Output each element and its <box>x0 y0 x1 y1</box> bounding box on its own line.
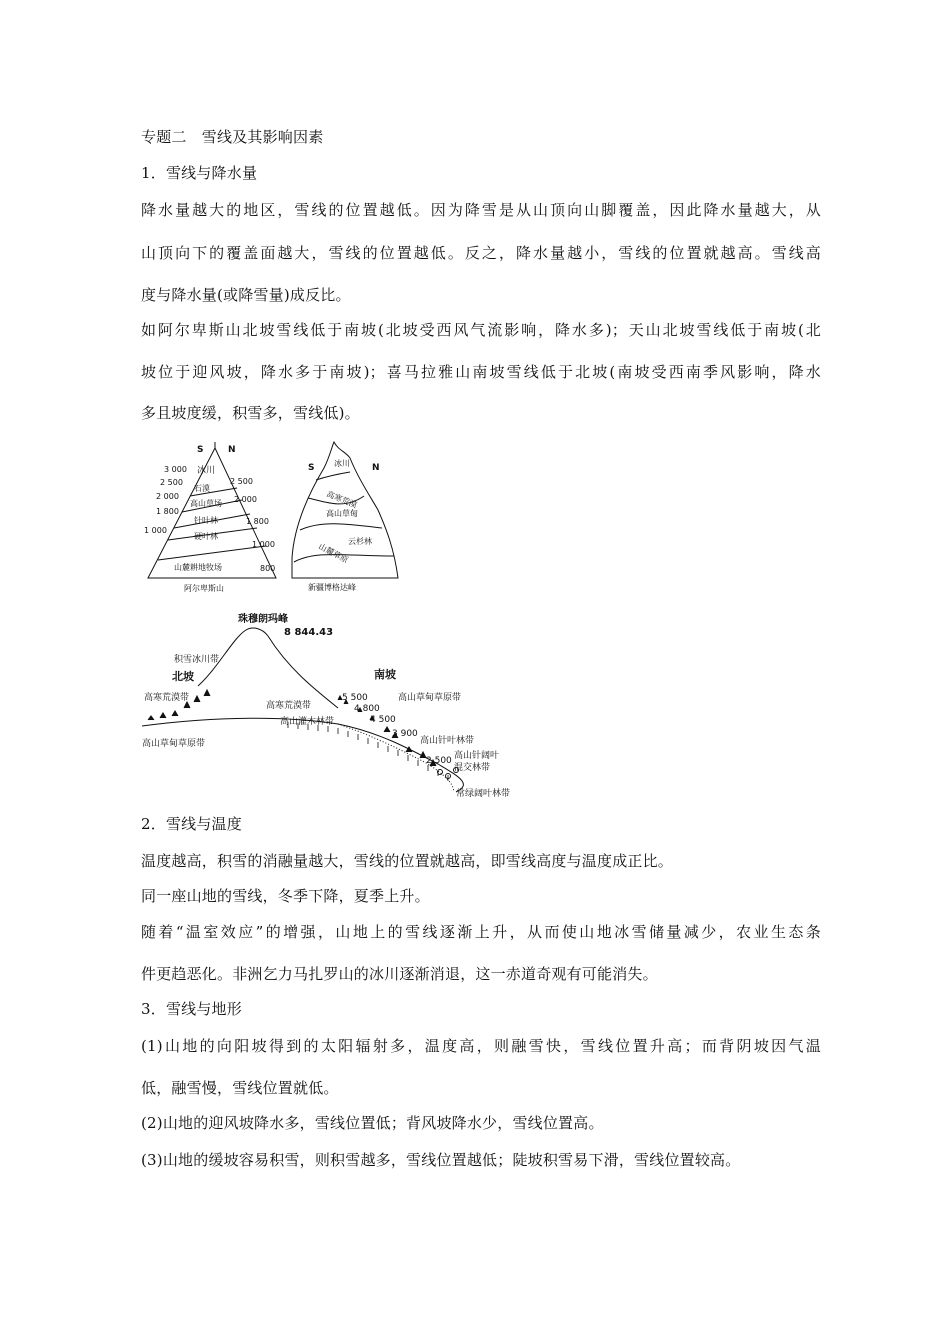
alps-left-elev-2: 2 500 <box>160 478 183 487</box>
alps-zone-rock: 石漠 <box>194 484 210 493</box>
everest-peak-height: 8 844.43 <box>284 627 334 638</box>
s3-p1-line1: (1)山地的向阳坡得到的太阳辐射多，温度高，则融雪快，雪线位置升高；而背阴坡因气温 <box>141 1037 821 1055</box>
everest-diagram <box>138 608 538 804</box>
section2-title: 2．雪线与温度 <box>141 815 242 833</box>
south-elev-2500: 2 500 <box>426 756 452 766</box>
s1-p2-line2: 坡位于迎风坡，降水多于南坡)；喜马拉雅山南坡雪线低于北坡(南坡受西南季风影响，降水 <box>141 363 821 381</box>
north-slope-label: 北坡 <box>172 670 194 683</box>
s2-p2: 同一座山地的雪线，冬季下降，夏季上升。 <box>141 887 430 905</box>
section-heading: 专题二 雪线及其影响因素 <box>141 128 324 146</box>
bogda-s-label: S <box>308 463 315 473</box>
bogda-zone-glacier: 冰川 <box>334 459 350 468</box>
south-zone-conifer: 高山针叶林带 <box>420 736 475 746</box>
s3-p1-line2: 低，融雪慢，雪线位置就低。 <box>141 1079 339 1097</box>
south-elev-4800: 4 800 <box>354 704 380 714</box>
bogda-zone-steppe: 山麓草原 <box>317 541 350 565</box>
south-zone-mixed-1: 高山针阔叶 <box>454 751 500 761</box>
north-zone-meadow: 高山草甸草原带 <box>142 739 206 749</box>
bogda-zone-desert: 高寒荒漠 <box>325 489 359 510</box>
alps-right-elev-2: 2 000 <box>234 495 257 504</box>
s1-p1-line3: 度与降水量(或降雪量)成反比。 <box>141 286 351 304</box>
s2-p1: 温度越高，积雪的消融量越大，雪线的位置就越高，即雪线高度与温度成正比。 <box>141 852 674 870</box>
s1-p2-line3: 多且坡度缓，积雪多，雪线低)。 <box>141 404 360 422</box>
north-zone-snow: 积雪冰川带 <box>174 655 220 665</box>
bogda-zone-spruce: 云杉林 <box>348 537 372 546</box>
s1-p1-line2: 山顶向下的覆盖面越大，雪线的位置越低。反之，降水量越小，雪线的位置就越高。雪线高 <box>141 244 821 262</box>
s2-p3-line1: 随着“温室效应”的增强，山地上的雪线逐渐上升，从而使山地冰雪储量减少，农业生态条 <box>141 923 821 941</box>
south-zone-meadow: 高山草甸草原带 <box>398 693 462 703</box>
alps-left-elev-4: 1 800 <box>156 507 179 516</box>
alps-right-elev-3: 1 800 <box>246 517 269 526</box>
south-zone-shrub: 高山灌木林带 <box>280 717 335 727</box>
section1-title: 1．雪线与降水量 <box>141 164 258 182</box>
bogda-n-label: N <box>372 463 380 473</box>
s1-p1-line1: 降水量越大的地区，雪线的位置越低。因为降雪是从山顶向山脚覆盖，因此降水量越大，从 <box>141 201 821 219</box>
s3-p2: (2)山地的迎风坡降水多，雪线位置低；背风坡降水少，雪线位置高。 <box>141 1114 604 1132</box>
s2-p3-line2: 件更趋恶化。非洲乞力马扎罗山的冰川逐渐消退，这一赤道奇观有可能消失。 <box>141 965 658 983</box>
alps-zone-meadow: 高山草场 <box>190 499 222 508</box>
section3-title: 3．雪线与地形 <box>141 1000 242 1018</box>
south-zone-evergreen: 常绿阔叶林带 <box>456 789 511 799</box>
alps-zone-sclerophyll: 硬叶林 <box>194 532 218 541</box>
alps-left-elev-3: 2 000 <box>156 492 179 501</box>
alps-zone-farmland: 山麓耕地牧场 <box>174 563 222 572</box>
south-zone-mixed-2: 混交林带 <box>454 763 491 773</box>
bogda-caption: 新疆博格达峰 <box>308 583 356 592</box>
alps-n-label: N <box>228 445 236 455</box>
bogda-zone-meadow: 高山草甸 <box>326 509 358 518</box>
north-zone-desert: 高寒荒漠带 <box>144 693 190 703</box>
alps-zone-glacier: 冰川 <box>197 466 216 476</box>
alps-right-elev-4: 1 000 <box>252 540 275 549</box>
bogda-diagram <box>286 438 406 598</box>
alps-s-label: S <box>197 445 204 455</box>
s3-p3: (3)山地的缓坡容易积雪，则积雪越多，雪线位置越低；陡坡积雪易下滑，雪线位置较高。 <box>141 1151 741 1169</box>
alps-diagram <box>142 440 282 600</box>
alps-left-elev-1: 3 000 <box>164 465 187 474</box>
alps-caption: 阿尔卑斯山 <box>184 584 224 593</box>
south-elev-4500: 4 500 <box>370 715 396 725</box>
alps-right-elev-5: 800 <box>260 564 276 573</box>
south-slope-label: 南坡 <box>374 668 396 681</box>
alps-left-elev-5: 1 000 <box>144 526 167 535</box>
alps-right-elev-1: 2 500 <box>230 477 253 486</box>
everest-peak-name: 珠穆朗玛峰 <box>238 614 288 625</box>
south-zone-desert: 高寒荒漠带 <box>266 701 312 711</box>
south-elev-3900: 3 900 <box>392 729 418 739</box>
south-elev-5500: 5 500 <box>342 693 368 703</box>
s1-p2-line1: 如阿尔卑斯山北坡雪线低于南坡(北坡受西风气流影响，降水多)；天山北坡雪线低于南坡(北 <box>141 321 821 339</box>
alps-zone-conifer: 针叶林 <box>194 516 218 525</box>
